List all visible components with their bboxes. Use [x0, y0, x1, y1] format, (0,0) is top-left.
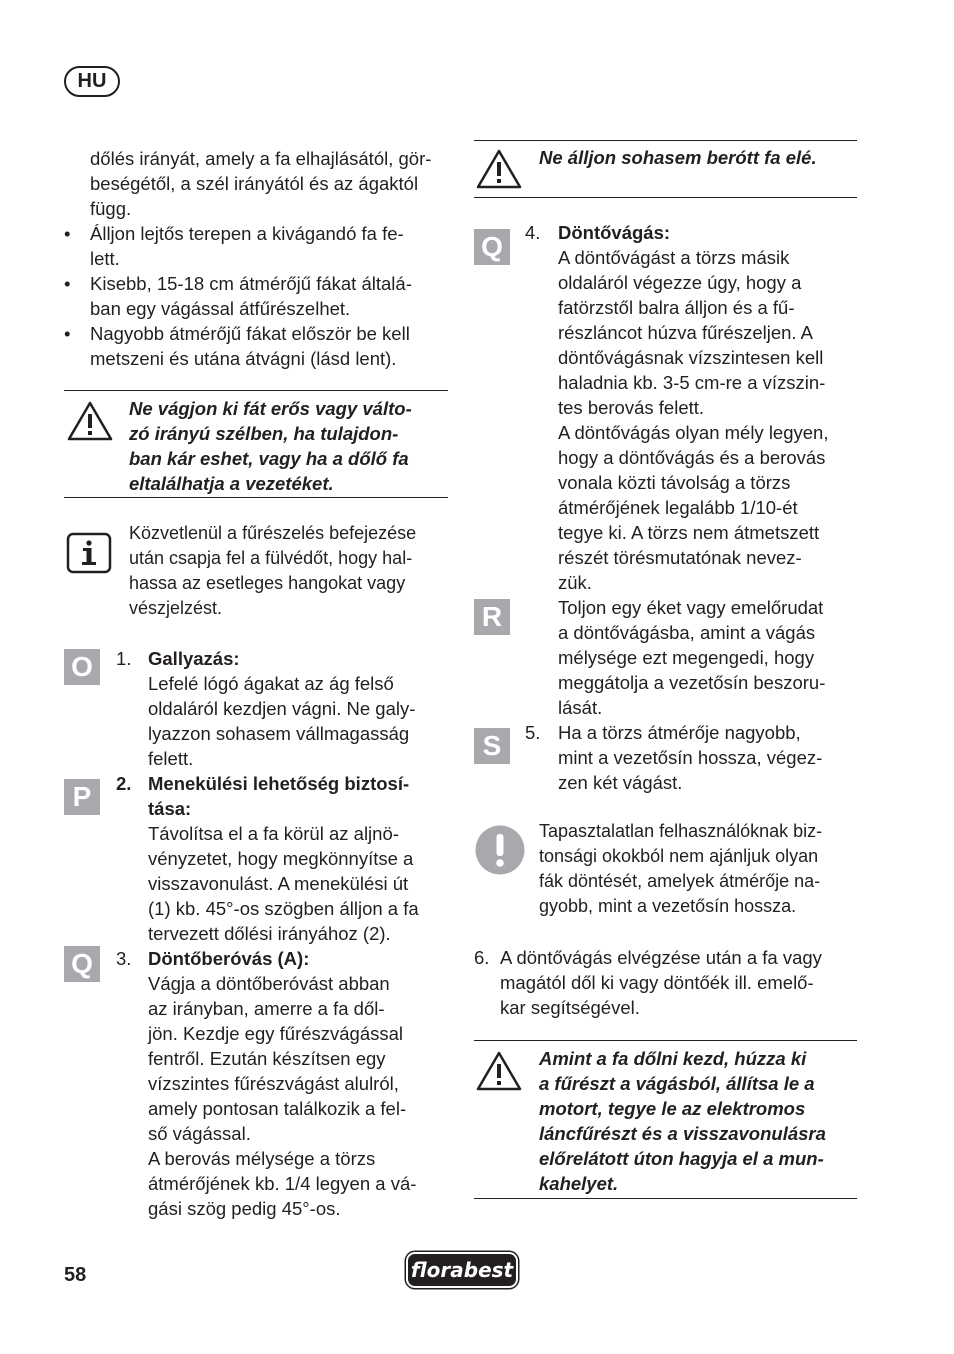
text-line: vészjelzést.	[129, 598, 223, 618]
text-line: oldaláról kezdjen vágni. Ne galy-	[148, 698, 416, 719]
page-number: 58	[64, 1264, 87, 1286]
warning-triangle-icon	[66, 400, 114, 442]
text-line: függ.	[90, 198, 132, 219]
step-number: 6.	[474, 947, 490, 968]
text-line: tes berovás felett.	[558, 397, 705, 418]
text-line: gási szög pedig 45°-os.	[148, 1198, 341, 1219]
text-line: Lefelé lógó ágakat az ág felső	[148, 673, 394, 694]
list-item	[64, 321, 448, 371]
text-line: motort, tegye le az elektromos	[539, 1098, 806, 1119]
text-line: jön. Kezdje egy fűrészvágással	[148, 1023, 404, 1044]
text-line: hassa az esetleges hangokat vagy	[129, 573, 406, 593]
warning-triangle-icon	[475, 148, 523, 190]
text-line: ban egy vágással átfűrészelhet.	[90, 298, 351, 319]
divider	[474, 197, 857, 198]
text-line: Vágja a döntőberóvást abban	[148, 973, 390, 994]
figure-label-p: P	[64, 779, 100, 815]
text-line: tegye ki. A törzs nem átmetszett	[558, 522, 820, 543]
warning-text	[539, 1046, 826, 1196]
text-line: lyazzon sohasem vállmagasság	[148, 723, 410, 744]
text-line: vízszintes fűrészvágást alulról,	[148, 1073, 399, 1094]
text-line: részláncot húzva fűrészeljen. A	[558, 322, 814, 343]
text-line: mélysége ezt megengedi, hogy	[558, 647, 815, 668]
text-line: zen két vágást.	[558, 772, 683, 793]
step-title: Döntővágás:	[558, 222, 671, 243]
text-line: lett.	[90, 248, 120, 269]
text-line: visszavonulást. A menekülési út	[148, 873, 409, 894]
step-5	[558, 720, 822, 795]
text-line: haladnia kb. 3-5 cm-re a vízszin-	[558, 372, 826, 393]
text-line: fatörzstől balra álljon és a fű-	[558, 297, 795, 318]
step-title: Döntőberóvás (A):	[148, 948, 310, 969]
divider	[64, 390, 448, 391]
text-line: Álljon lejtős terepen a kivágandó fa fe-	[90, 223, 404, 244]
intro-text	[90, 146, 431, 221]
step-title: tása:	[148, 798, 192, 819]
info-note	[129, 521, 416, 621]
text-line: A berovás mélysége a törzs	[148, 1148, 376, 1169]
text-line: dőlés irányát, amely a fa elhajlásától, gör-	[90, 148, 432, 169]
text-line: tonsági okokból nem ajánljuk olyan	[539, 846, 819, 866]
text-line: átmérőjének legalább 1/10-ét	[558, 497, 798, 518]
text-line: tervezett dőlési irányához (2).	[148, 923, 391, 944]
text-line: metszeni és utána átvágni (lásd lent).	[90, 348, 397, 369]
list-item	[64, 271, 448, 321]
text-line: zó irányú szélben, ha tulajdon-	[129, 423, 399, 444]
text-line: gyobb, mint a vezetősín hossza.	[539, 896, 797, 916]
divider	[474, 140, 857, 141]
bullet-marker: •	[64, 273, 71, 294]
divider	[474, 1040, 857, 1041]
text-line: oldaláról végezze úgy, hogy a	[558, 272, 802, 293]
text-line: Ha a törzs átmérője nagyobb,	[558, 722, 801, 743]
warning-text	[129, 396, 412, 496]
bullet-list	[64, 221, 448, 371]
text-line: ső vágással.	[148, 1123, 251, 1144]
figure-label-r: R	[474, 599, 510, 635]
text-line: meggátolja a vezetősín beszoru-	[558, 672, 826, 693]
text-line: láncfűrészt és a visszavonulásra	[539, 1123, 826, 1144]
step-title: Menekülési lehetőség biztosí-	[148, 773, 410, 794]
step-number: 3.	[116, 948, 132, 969]
text-line: a fűrészt a vágásból, állítsa le a	[539, 1073, 815, 1094]
step-number: 2.	[116, 773, 132, 794]
text-line: Toljon egy éket vagy emelőrudat	[558, 597, 824, 618]
text-line: lását.	[558, 697, 603, 718]
text-line: amely pontosan találkozik a fel-	[148, 1098, 407, 1119]
text-line: Amint a fa dőlni kezd, húzza ki	[539, 1048, 807, 1069]
text-line: részét törésmutatónak nevez-	[558, 547, 802, 568]
step-6	[500, 945, 822, 1020]
list-item	[64, 221, 448, 271]
figure-label-q: Q	[64, 946, 100, 982]
figure-label-o: O	[64, 649, 100, 685]
text-line: átmérőjének kb. 1/4 legyen a vá-	[148, 1173, 417, 1194]
figure-label-q: Q	[474, 229, 510, 265]
bullet-marker: •	[64, 323, 71, 344]
caution-note	[539, 819, 822, 919]
step-title: Gallyazás:	[148, 648, 240, 669]
text-line: ban kár eshet, vagy ha a dőlő fa	[129, 448, 409, 469]
warning-text: Ne álljon sohasem berótt fa elé.	[539, 147, 817, 168]
brand-logo: florabest	[406, 1252, 518, 1288]
text-line: Távolítsa el a fa körül az aljnö-	[148, 823, 399, 844]
text-line: döntővágásnak vízszintesen kell	[558, 347, 824, 368]
text-line: a döntővágásba, amint a vágás	[558, 622, 816, 643]
warning-triangle-icon	[475, 1050, 523, 1092]
text-line: fák döntését, amelyek átmérője na-	[539, 871, 821, 891]
text-line: hogy a döntővágás és a berovás	[558, 447, 826, 468]
text-line: után csapja fel a fülvédőt, hogy hal-	[129, 548, 413, 568]
step-number: 5.	[525, 722, 541, 743]
text-line: kahelyet.	[539, 1173, 619, 1194]
bullet-marker: •	[64, 223, 71, 244]
step-1	[148, 646, 415, 771]
step-3	[148, 946, 416, 1221]
text-line: Nagyobb átmérőjű fákat először be kell	[90, 323, 410, 344]
text-line: mint a vezetősín hossza, végez-	[558, 747, 823, 768]
text-line: fentről. Ezután készítsen egy	[148, 1048, 386, 1069]
info-icon	[66, 532, 112, 574]
text-line: vonala közti távolság a törzs	[558, 472, 791, 493]
divider	[64, 497, 448, 498]
text-line: zük.	[558, 572, 592, 593]
divider	[474, 1198, 857, 1199]
text-line: A döntővágás olyan mély legyen,	[558, 422, 829, 443]
text-line: Kisebb, 15-18 cm átmérőjű fákat általá-	[90, 273, 412, 294]
figure-label-s: S	[474, 728, 510, 764]
text-line: Közvetlenül a fűrészelés befejezése	[129, 523, 417, 543]
step-number: 4.	[525, 222, 541, 243]
step-4-wedge	[558, 595, 825, 720]
text-line: Tapasztalatlan felhasználóknak biz-	[539, 821, 823, 841]
text-line: Ne vágjon ki fát erős vagy válto-	[129, 398, 412, 419]
text-line: felett.	[148, 748, 194, 769]
text-line: az irányban, amerre a fa dől-	[148, 998, 385, 1019]
text-line: kar segítségével.	[500, 997, 640, 1018]
step-2	[148, 771, 419, 946]
text-line: előrelátott úton hagyja el a mun-	[539, 1148, 824, 1169]
text-line: (1) kb. 45°-os szögben álljon a fa	[148, 898, 419, 919]
text-line: A döntővágást a törzs másik	[558, 247, 790, 268]
text-line: magától dől ki vagy döntőék ill. emelő-	[500, 972, 814, 993]
step-number: 1.	[116, 648, 132, 669]
text-line: vényzetet, hogy megkönnyítse a	[148, 848, 414, 869]
language-badge: HU	[64, 66, 120, 97]
text-line: A döntővágás elvégzése után a fa vagy	[500, 947, 822, 968]
step-4	[558, 220, 828, 595]
text-line: eltalálhatja a vezetéket.	[129, 473, 334, 494]
text-line: beségétől, a szél irányától és az ágaktól	[90, 173, 419, 194]
exclamation-circle-icon	[475, 825, 525, 875]
